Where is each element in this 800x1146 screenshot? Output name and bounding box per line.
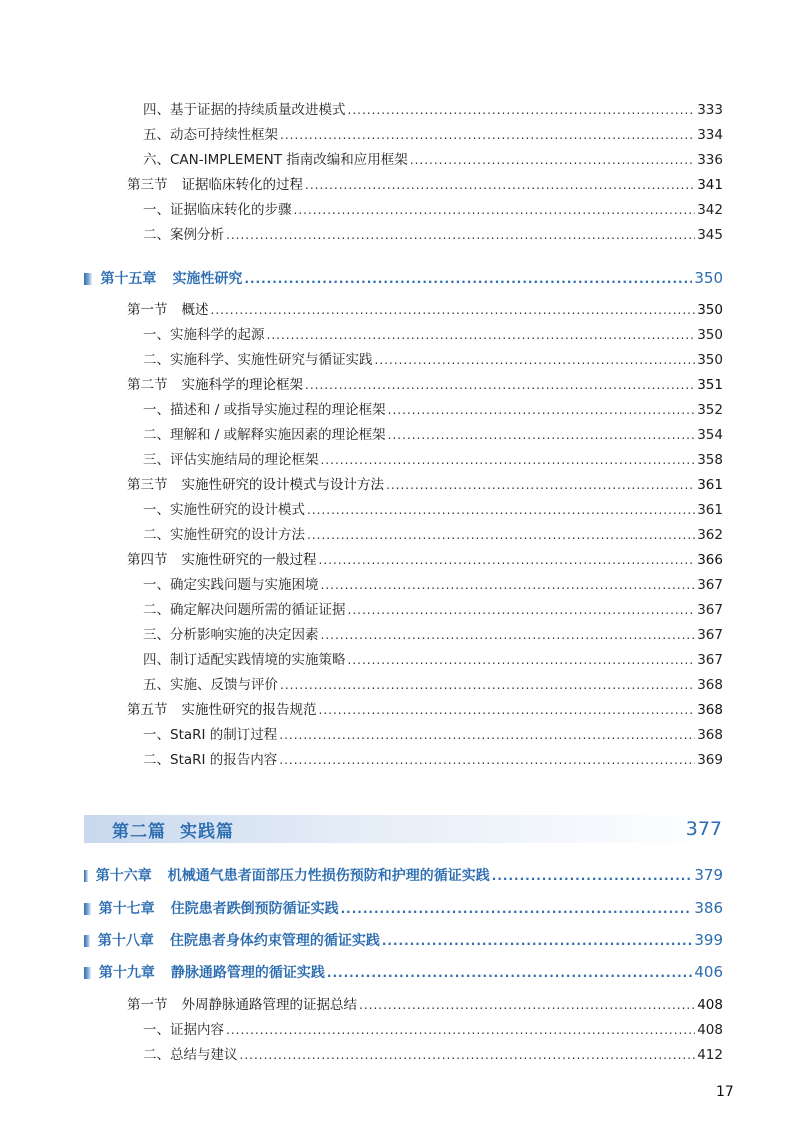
dot-leader [280,126,695,144]
entry-page: 333 [697,102,723,118]
part-label: 第二篇 [112,821,166,842]
chapter-marker-icon [84,967,91,979]
entry-title: 一、证据临床转化的步骤 [143,202,292,218]
part-page: 377 [685,818,722,840]
dot-leader [321,451,696,469]
toc-entry[interactable] [143,651,723,669]
toc-entry[interactable] [143,1046,723,1064]
entry-page: 336 [697,152,723,168]
dot-leader [307,526,695,544]
chapter-marker-icon [84,273,92,285]
entry-title: 一、实施科学的起源 [143,327,265,343]
entry-page: 354 [697,427,723,443]
dot-leader [307,501,695,519]
chapter-page: 350 [694,269,723,287]
toc-entry[interactable] [143,226,723,244]
dot-leader [386,476,695,494]
entry-page: 367 [697,627,723,643]
dot-leader [244,270,692,288]
entry-page: 368 [697,677,723,693]
dot-leader [226,226,695,244]
entry-title: 一、实施性研究的设计模式 [143,502,305,518]
entry-page: 367 [697,577,723,593]
section-title: 证据临床转化的过程 [181,177,303,193]
page-number: 17 [716,1084,734,1100]
entry-title: 三、分析影响实施的决定因素 [143,627,319,643]
entry-title: 四、制订适配实践情境的实施策略 [143,652,346,668]
chapter-title: 实施性研究 [172,271,243,287]
toc-entry[interactable] [143,501,723,519]
toc-section[interactable] [127,301,723,319]
entry-page: 367 [697,652,723,668]
section-label: 第三节 [127,477,168,493]
entry-page: 361 [697,502,723,518]
section-title: 实施性研究的一般过程 [181,552,317,568]
toc-section[interactable] [127,996,723,1014]
toc-entry[interactable] [143,576,723,594]
toc-section[interactable] [127,176,723,194]
entry-title: 二、案例分析 [143,227,224,243]
entry-page: 366 [697,552,723,568]
dot-leader [240,1046,696,1064]
chapter-label: 第十七章 [98,901,155,917]
section-label: 第二节 [127,377,168,393]
toc-entry[interactable] [143,451,723,469]
toc-entry[interactable] [143,726,723,744]
chapter-title: 住院患者跌倒预防循证实践 [170,901,339,917]
entry-page: 361 [697,477,723,493]
dot-leader [211,301,696,319]
entry-title: 一、描述和 / 或指导实施过程的理论框架 [143,402,386,418]
chapter-label: 第十六章 [95,868,152,884]
dot-leader [294,201,696,219]
dot-leader [327,964,692,982]
entry-page: 350 [697,302,723,318]
toc-chapter[interactable] [84,269,723,288]
toc-entry[interactable] [143,101,723,119]
toc-entry[interactable] [143,401,723,419]
dot-leader [341,900,693,918]
toc-section[interactable] [127,376,723,394]
chapter-page: 379 [694,866,723,884]
section-label: 第四节 [127,552,168,568]
dot-leader [279,751,695,769]
dot-leader [359,996,695,1014]
chapter-title: 住院患者身体约束管理的循证实践 [169,933,380,949]
dot-leader [348,101,696,119]
entry-page: 341 [697,177,723,193]
toc-entry[interactable] [143,676,723,694]
dot-leader [319,701,696,719]
chapter-marker-icon [84,935,90,947]
entry-page: 368 [697,727,723,743]
entry-page: 368 [697,702,723,718]
section-label: 第一节 [127,997,168,1013]
entry-page: 408 [697,997,723,1013]
dot-leader [280,676,695,694]
chapter-page: 399 [694,931,723,949]
entry-title: 六、CAN-IMPLEMENT 指南改编和应用框架 [143,152,408,168]
entry-title: 五、动态可持续性框架 [143,127,278,143]
entry-page: 408 [697,1022,723,1038]
entry-title: 二、实施性研究的设计方法 [143,527,305,543]
toc-entry[interactable] [143,751,723,769]
section-title: 实施性研究的报告规范 [181,702,317,718]
dot-leader [348,651,696,669]
dot-leader [375,351,696,369]
toc-entry[interactable] [143,601,723,619]
toc-chapter[interactable] [84,866,723,885]
toc-entry[interactable] [143,126,723,144]
toc-section[interactable] [127,701,723,719]
dot-leader [388,401,696,419]
dot-leader [388,426,696,444]
entry-title: 三、评估实施结局的理论框架 [143,452,319,468]
dot-leader [267,326,696,344]
entry-page: 345 [697,227,723,243]
entry-title: 二、理解和 / 或解释实施因素的理论框架 [143,427,386,443]
entry-title: 四、基于证据的持续质量改进模式 [143,102,346,118]
dot-leader [305,176,695,194]
chapter-page: 406 [694,963,723,981]
toc-chapter[interactable] [84,899,723,918]
chapter-page: 386 [694,899,723,917]
entry-title: 一、确定实践问题与实施困境 [143,577,319,593]
chapter-label: 第十五章 [100,271,157,287]
section-title: 外周静脉通路管理的证据总结 [181,997,357,1013]
toc-entry[interactable] [143,526,723,544]
chapter-title: 静脉通路管理的循证实践 [170,965,325,981]
entry-page: 351 [697,377,723,393]
toc-entry[interactable] [143,326,723,344]
chapter-marker-icon [84,870,88,882]
dot-leader [382,932,693,950]
section-title: 实施性研究的设计模式与设计方法 [181,477,384,493]
toc-entry[interactable] [143,1021,723,1039]
toc-chapter[interactable] [84,963,723,982]
entry-title: 五、实施、反馈与评价 [143,677,278,693]
entry-title: 二、StaRI 的报告内容 [143,752,278,768]
dot-leader [321,626,696,644]
dot-leader [492,867,693,885]
entry-title: 一、StaRI 的制订过程 [143,727,278,743]
part-heading[interactable] [84,815,724,843]
toc-section[interactable] [127,551,723,569]
section-title: 概述 [181,302,209,318]
toc-entry[interactable] [143,201,723,219]
toc-section[interactable] [127,476,723,494]
toc-entry[interactable] [143,151,723,169]
entry-page: 362 [697,527,723,543]
entry-page: 352 [697,402,723,418]
entry-page: 358 [697,452,723,468]
entry-page: 367 [697,602,723,618]
entry-title: 二、实施科学、实施性研究与循证实践 [143,352,373,368]
entry-page: 334 [697,127,723,143]
dot-leader [348,601,696,619]
dot-leader [226,1021,695,1039]
entry-title: 一、证据内容 [143,1022,224,1038]
section-label: 第三节 [127,177,168,193]
toc-entry[interactable] [143,351,723,369]
dot-leader [279,726,695,744]
part-title: 实践篇 [180,821,234,842]
chapter-label: 第十八章 [97,933,154,949]
dot-leader [305,376,695,394]
dot-leader [319,551,696,569]
dot-leader [321,576,696,594]
dot-leader [410,151,695,169]
section-title: 实施科学的理论框架 [181,377,303,393]
entry-page: 342 [697,202,723,218]
chapter-title: 机械通气患者面部压力性损伤预防和护理的循证实践 [167,868,490,884]
part-label-group [84,817,248,842]
entry-page: 412 [697,1047,723,1063]
toc-entry[interactable] [143,626,723,644]
entry-title: 二、确定解决问题所需的循证证据 [143,602,346,618]
entry-page: 369 [697,752,723,768]
entry-page: 350 [697,327,723,343]
toc-chapter[interactable] [84,931,723,950]
section-label: 第一节 [127,302,168,318]
entry-title: 二、总结与建议 [143,1047,238,1063]
chapter-marker-icon [84,903,91,915]
chapter-label: 第十九章 [98,965,155,981]
section-label: 第五节 [127,702,168,718]
entry-page: 350 [697,352,723,368]
toc-entry[interactable] [143,426,723,444]
